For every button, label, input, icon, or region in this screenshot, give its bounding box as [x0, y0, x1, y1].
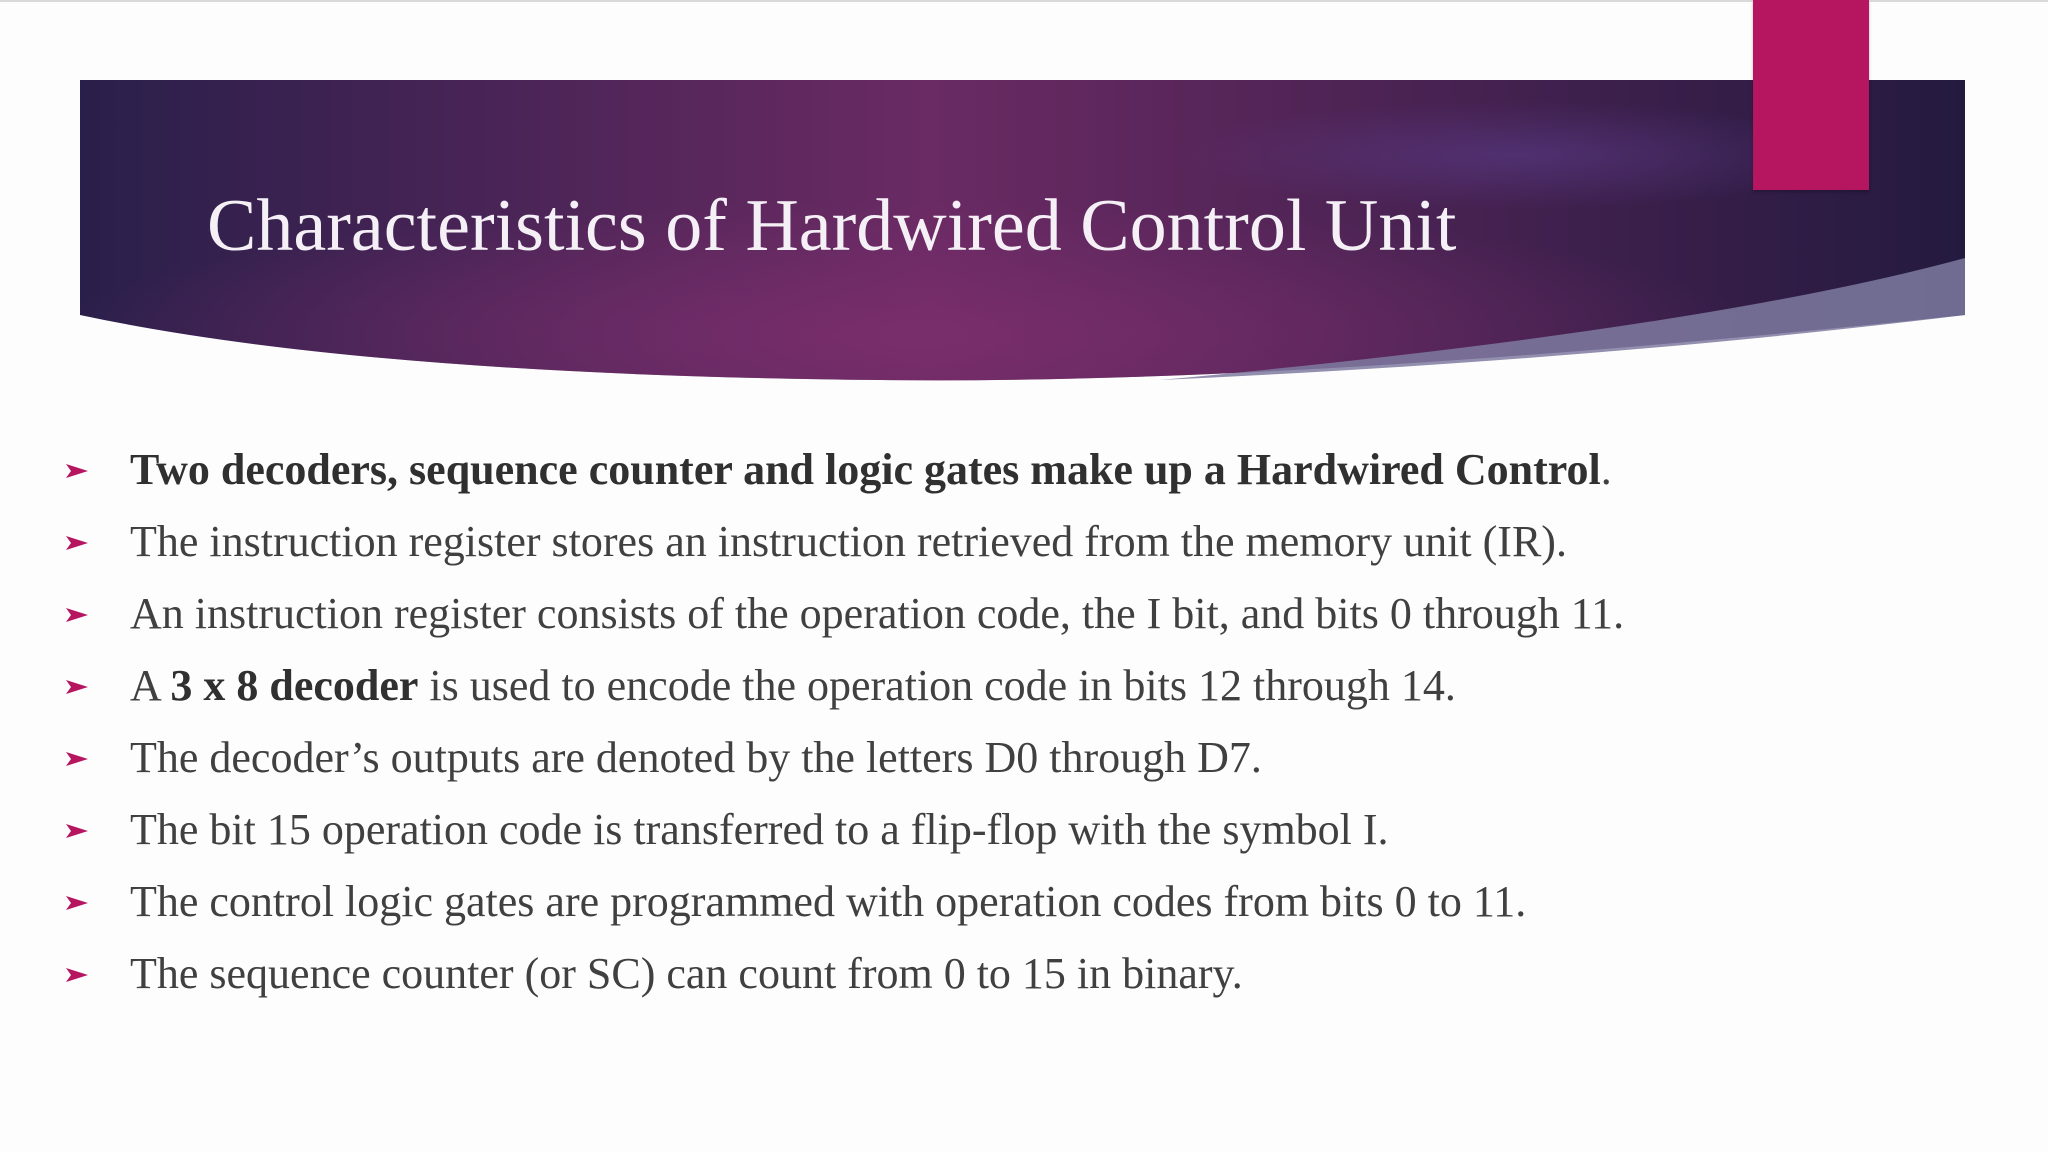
bullet-text — [130, 434, 1612, 506]
right-pointer-triangle-icon — [62, 866, 88, 938]
bullet-text-segment: The decoder’s outputs are denoted by the letters D0 through D7. — [130, 733, 1262, 782]
bullet-text-segment: The instruction register stores an instruction retrieved from the memory unit (IR). — [130, 517, 1567, 566]
right-pointer-triangle-icon — [62, 794, 88, 866]
bullet-text — [130, 650, 1456, 722]
right-pointer-triangle-icon — [62, 722, 88, 794]
slide-title: Characteristics of Hardwired Control Unit — [207, 185, 1457, 267]
bullet-text-segment: An instruction register consists of the operation code, the I bit, and bits 0 through 11. — [130, 589, 1625, 638]
accent-tab — [1753, 0, 1869, 190]
bullet-text-segment: The sequence counter (or SC) can count from 0 to 15 in binary. — [130, 949, 1243, 998]
bullet-text — [130, 506, 1567, 578]
right-pointer-triangle-icon — [62, 506, 88, 578]
bullet-text — [130, 578, 1624, 650]
bullet-text-segment: . — [1600, 445, 1612, 494]
right-pointer-triangle-icon — [62, 938, 88, 1010]
right-pointer-triangle-icon — [62, 578, 88, 650]
bullet-text — [130, 866, 1526, 938]
bullet-text-segment: is used to encode the operation code in bits 12 through 14. — [418, 661, 1456, 710]
bullet-text-segment: A — [130, 661, 171, 710]
right-pointer-triangle-icon — [62, 434, 88, 506]
bullet-text-bold-segment: 3 x 8 decoder — [170, 661, 419, 710]
bullet-text — [130, 938, 1243, 1010]
bullet-text-segment: The control logic gates are programmed with operation codes from bits 0 to 11. — [130, 877, 1527, 926]
right-pointer-triangle-icon — [62, 650, 88, 722]
bullet-text-segment: The bit 15 operation code is transferred to a flip-flop with the symbol I. — [130, 805, 1389, 854]
bullet-text — [130, 794, 1389, 866]
bullet-text-bold-segment: Two decoders, sequence counter and logic gates make up a Hardwired Control — [130, 445, 1601, 494]
bullet-text — [130, 722, 1262, 794]
